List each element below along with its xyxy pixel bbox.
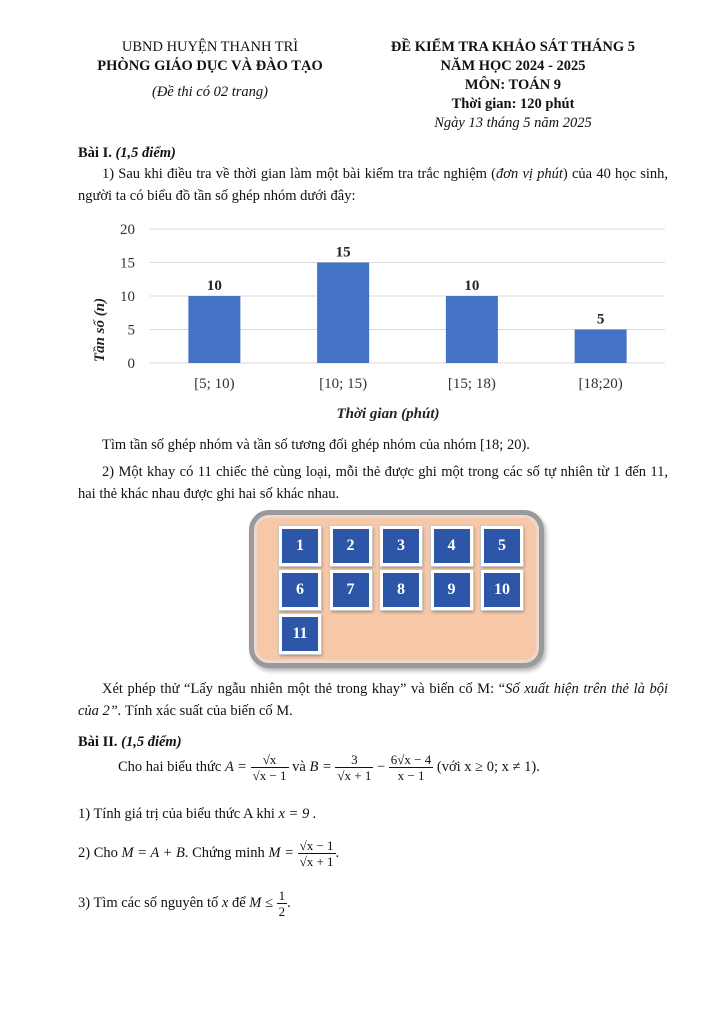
bai2-expressions	[118, 752, 540, 783]
number-card: 9	[431, 570, 473, 610]
bai2-q3-fraction	[277, 888, 288, 919]
header-left	[70, 38, 350, 102]
bai1-p1	[78, 163, 668, 207]
bai2-q3-text: 3) Tìm các số nguyên tố	[78, 894, 219, 911]
bai2-q2-mid: . Chứng minh	[184, 844, 265, 861]
bar	[188, 296, 240, 363]
x-tick-label: [18;20)	[578, 376, 623, 392]
bai1-p1-text-a: 1) Sau khi điều tra về thời gian làm một bài kiểm tra trắc nghiệm (	[102, 166, 496, 182]
bai2-intro: Cho hai biểu thức	[118, 758, 222, 775]
bai2-q2: 2) Cho M = A + B. Chứng minh M = $\frac{√x - 1}{√x + 1}$ .	[78, 838, 340, 869]
bai2-q1-text: 1) Tính giá trị của biểu thức A khi	[78, 806, 275, 822]
bai2-q3-denominator: 2	[278, 904, 286, 919]
bar	[575, 330, 627, 364]
page-count-note: (Đề thi có 02 trang)	[152, 84, 268, 100]
number-card: 5	[481, 526, 523, 566]
number-card: 10	[481, 570, 523, 610]
chart-y-ticks	[120, 222, 135, 372]
bai2-q3-m-lhs: M ≤	[249, 894, 273, 911]
bai2-q3-mid: để	[231, 894, 246, 911]
bai2-q2-text: 2) Cho	[78, 844, 118, 861]
expr-b1-numerator: 3	[335, 752, 373, 768]
expr-b2-denominator: x − 1	[397, 768, 425, 783]
bai1-q2-text-b: Tính xác suất của biến cố M.	[121, 703, 293, 719]
number-card: 3	[380, 526, 422, 566]
chart-x-label: Thời gian (phút)	[336, 406, 440, 422]
bar-data-label: 10	[206, 278, 222, 294]
bai1-points: (1,5 điểm)	[115, 145, 176, 161]
chart-bars	[188, 263, 626, 364]
y-tick-label: 15	[120, 255, 135, 272]
number-card: 1	[279, 526, 321, 566]
expr-a-numerator: √x	[251, 752, 289, 768]
bai2-q2-m-lhs: M =	[268, 844, 294, 861]
y-tick-label: 20	[120, 222, 135, 238]
department-name: PHÒNG GIÁO DỤC VÀ ĐÀO TẠO	[97, 58, 323, 74]
bai1-title: Bài I.	[78, 145, 112, 161]
number-card: 7	[330, 570, 372, 610]
number-card: 11	[279, 614, 321, 654]
x-tick-label: [10; 15)	[319, 376, 368, 392]
bai2-points: (1,5 điểm)	[121, 734, 182, 750]
number-card: 6	[279, 570, 321, 610]
expr-b2-numerator: 6√x − 4	[390, 752, 432, 767]
subject: MÔN: TOÁN 9	[464, 77, 562, 93]
chart-x-ticks	[194, 376, 623, 392]
bai1-p2: 2) Một khay có 11 chiếc thẻ cùng loại, mỗi thẻ được ghi một trong các số tự nhiên từ 1 đến 11, hai thẻ khác nhau được ghi hai số khác nhau.	[78, 464, 668, 502]
expr-b1-denominator: √x + 1	[337, 768, 372, 783]
bai1-p1-unit: đơn vị phút	[495, 166, 563, 182]
bai1-q1: Tìm tần số ghép nhóm và tần số tương đối ghép nhóm của nhóm [18; 20).	[102, 437, 530, 453]
number-card: 4	[431, 526, 473, 566]
bai2-title: Bài II.	[78, 734, 118, 750]
bai2-q1	[78, 803, 316, 825]
bai2-heading	[78, 731, 668, 753]
x-tick-label: [5; 10)	[194, 376, 235, 392]
x-tick-label: [15; 18)	[447, 376, 496, 392]
expr-b-fraction-2	[389, 752, 433, 783]
bai1-q2-text-a: Xét phép thử “Lấy ngẫu nhiên một thẻ trong khay” và biến cố M: “	[102, 681, 506, 697]
bai2-q3: 3) Tìm các số nguyên tố x để M ≤ $\frac{1}{2}$ .	[78, 888, 291, 919]
exam-date: Ngày 13 tháng 5 năm 2025	[434, 115, 592, 131]
exam-title: ĐỀ KIỂM TRA KHẢO SÁT THÁNG 5	[390, 39, 636, 55]
bai2-q2-denominator: √x + 1	[299, 854, 334, 869]
number-card: 8	[380, 570, 422, 610]
bai2-q1-math: x = 9 .	[278, 806, 317, 822]
y-tick-label: 10	[120, 289, 135, 305]
bar-data-label: 10	[464, 278, 480, 294]
school-year: NĂM HỌC 2024 - 2025	[440, 58, 586, 74]
expr-b-lhs: B =	[309, 758, 332, 775]
bai2-q2-math: M = A + B	[121, 844, 185, 861]
number-card: 2	[330, 526, 372, 566]
expr-a-denominator: √x − 1	[252, 768, 287, 783]
bar	[446, 296, 498, 363]
chart-y-label: Tần số (n)	[92, 297, 108, 363]
frequency-chart	[80, 212, 680, 427]
expr-a-fraction	[251, 752, 289, 783]
y-tick-label: 5	[127, 322, 135, 339]
bai2-q3-numerator: 1	[278, 888, 286, 903]
bai2-q2-fraction	[298, 838, 336, 869]
district-name: UBND HUYỆN THANH TRÌ	[121, 39, 299, 55]
expr-b-fraction-1	[335, 752, 373, 783]
expr-a-lhs: A =	[224, 758, 247, 775]
bai1-p1-text-b: ) của 40 học sinh, người ta có biểu đồ tần số ghép nhóm dưới đây:	[78, 166, 669, 204]
bai1-q2-event: Số xuất hiện trên thẻ là bội của 2”.	[78, 681, 668, 719]
duration: Thời gian: 120 phút	[451, 96, 575, 112]
bar-data-label: 5	[596, 311, 605, 328]
bai2-q3-x: x	[221, 894, 229, 911]
bai1-heading	[78, 142, 668, 164]
bai1-q2	[78, 678, 668, 722]
expr-condition: (với x ≥ 0; x ≠ 1).	[436, 758, 540, 775]
bai2-q2-numerator: √x − 1	[299, 838, 334, 853]
header-right	[368, 38, 658, 133]
minus-sign: −	[376, 758, 386, 775]
bar-data-label: 15	[335, 244, 351, 261]
word-and: và	[292, 758, 306, 775]
y-tick-label: 0	[127, 356, 135, 372]
bar	[317, 263, 369, 364]
chart-data-labels	[207, 245, 605, 328]
